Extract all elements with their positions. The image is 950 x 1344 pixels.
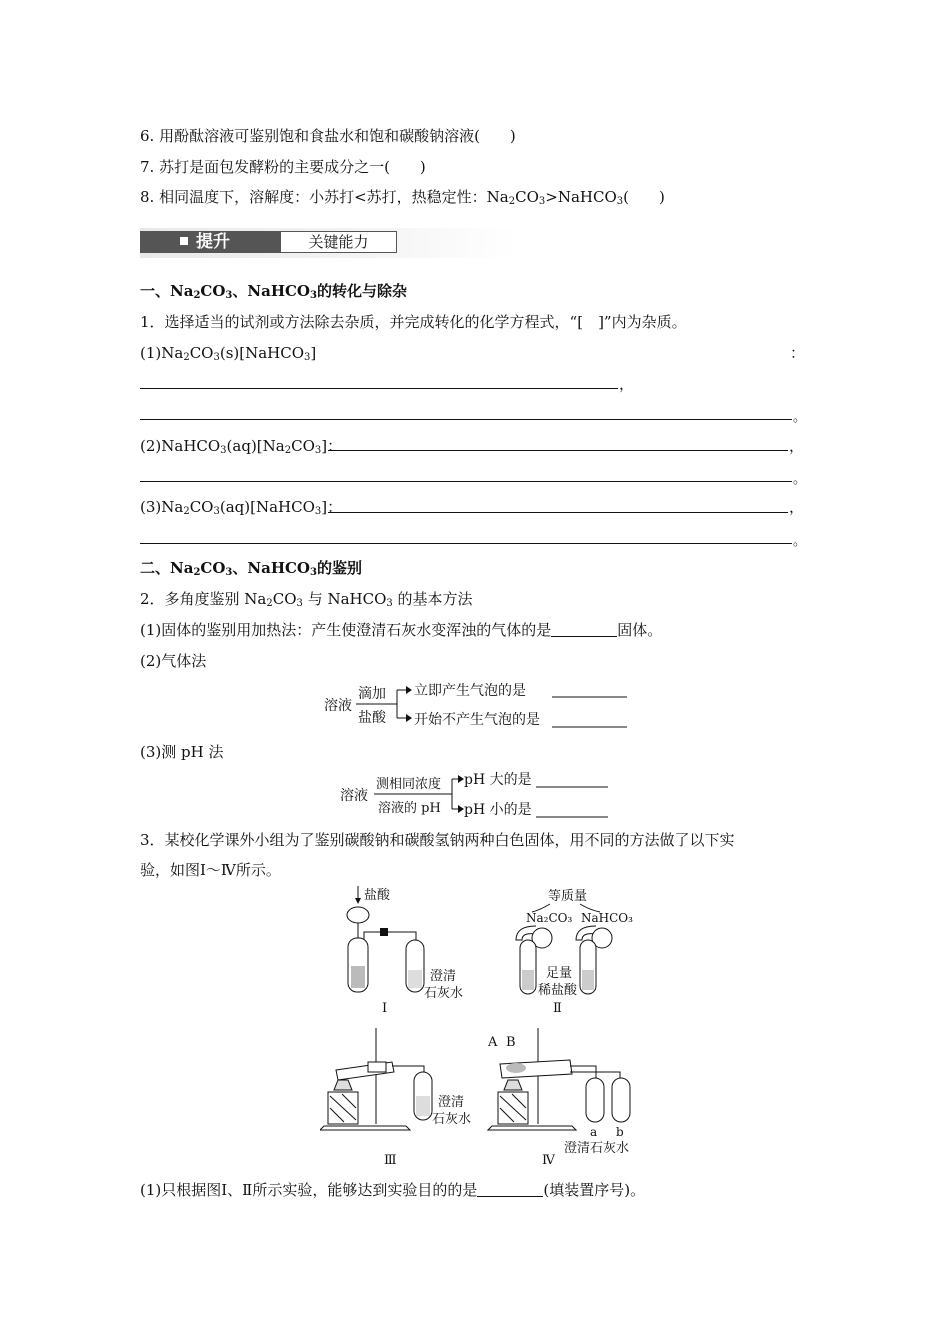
subscript: 2	[508, 196, 516, 207]
item-8	[140, 187, 665, 207]
comma-text: ，	[619, 375, 635, 393]
item-8-text-a: 8. 相同温度下，溶解度：小苏打<苏打，热稳定性：Na	[140, 188, 509, 206]
period-mark	[793, 468, 806, 487]
item-7	[140, 157, 426, 177]
heading-text: 的转化与除杂	[316, 282, 407, 300]
subscript: 3	[314, 445, 322, 456]
comma-mark	[789, 436, 804, 456]
q-text: (1)固体的鉴别用加热法：产生使澄清石灰水变浑浊的气体的是	[140, 621, 552, 639]
label-b-lower: b	[616, 1125, 624, 1139]
item-8-text-b: CO	[515, 188, 539, 206]
question-2-2	[140, 651, 206, 671]
question-1	[140, 312, 687, 332]
q-text: (3)Na	[140, 498, 184, 516]
limewater-label-3: 澄清	[438, 1095, 465, 1110]
q-text: (aq)[NaHCO	[219, 498, 315, 516]
na2co3-label: Na₂CO₃	[526, 911, 573, 925]
subscript: 3	[220, 445, 227, 456]
q-text: (1)只根据图Ⅰ、Ⅱ所示实验，能够达到实验目的的是	[140, 1181, 478, 1199]
period-text: 。	[793, 472, 807, 487]
heading-text: 二、Na	[140, 559, 194, 577]
q-text: 与 NaHCO	[302, 590, 387, 608]
subscript: 3	[213, 352, 220, 363]
nahco3-label: NaHCO₃	[581, 911, 633, 925]
dilute-acid-label: 稀盐酸	[538, 983, 578, 998]
answer-blank[interactable]	[140, 419, 792, 420]
subscript: 3	[225, 290, 233, 301]
heading-text: 的鉴别	[316, 559, 362, 577]
question-2	[140, 589, 473, 609]
equal-mass-label: 等质量	[548, 889, 588, 904]
apparatus-2	[516, 889, 633, 1016]
figure-3-label: Ⅲ	[384, 1153, 397, 1168]
section-1-heading	[140, 281, 407, 301]
question-1-3	[140, 497, 342, 517]
period-mark	[793, 406, 806, 425]
figure-4-label: Ⅳ	[542, 1153, 555, 1168]
acid-label: 盐酸	[358, 710, 386, 726]
question-1-1	[140, 343, 316, 363]
item-6-text: 6. 用酚酞溶液可鉴别饱和食盐水和饱和碳酸钠溶液( )	[140, 127, 516, 145]
banner-left-text: 提升	[196, 232, 230, 252]
heading-text: 一、Na	[140, 282, 194, 300]
limewater-label-4: 石灰水	[432, 1112, 472, 1127]
answer-blank[interactable]	[328, 450, 788, 451]
measure-label: 测相同浓度	[376, 777, 442, 792]
subscript: 2	[193, 290, 201, 301]
q-text: ]	[310, 344, 317, 362]
solution-label: 溶液	[324, 698, 352, 714]
colon-text: ：	[790, 344, 806, 362]
apparatus-1	[347, 886, 463, 1016]
subscript: 2	[266, 598, 273, 609]
comma-mark	[619, 374, 634, 394]
comma-text: ，	[789, 437, 805, 455]
acid-label: 盐酸	[364, 888, 391, 903]
figure-2-label: Ⅱ	[553, 1001, 562, 1016]
answer-blank[interactable]	[140, 388, 618, 389]
banner-tab	[280, 231, 397, 253]
question-3-line-2	[140, 860, 281, 880]
q-text: 2．多角度鉴别 Na	[140, 590, 267, 608]
add-label: 滴加	[358, 686, 386, 702]
subscript: 3	[213, 506, 220, 517]
label-b-upper: B	[506, 1035, 516, 1050]
apparatus-4	[487, 1028, 630, 1168]
item-7-text: 7. 苏打是面包发酵粉的主要成分之一( )	[140, 158, 426, 176]
limewater-label-2: 石灰水	[424, 986, 464, 1001]
apparatus-3	[320, 1028, 471, 1168]
limewater-label-1: 澄清	[430, 969, 457, 984]
subscript: 3	[616, 196, 624, 207]
subscript: 3	[386, 598, 393, 609]
question-2-1	[140, 620, 662, 640]
q-text: CO	[291, 437, 315, 455]
heading-text: 、NaHCO	[232, 282, 310, 300]
question-3-1	[140, 1180, 645, 1200]
apparatus-figure	[320, 882, 650, 1172]
banner-right-text: 关键能力	[308, 233, 369, 251]
answer-blank[interactable]	[328, 512, 788, 513]
heading-text: CO	[200, 559, 226, 577]
subscript: 2	[193, 567, 201, 578]
question-1-text: 1．选择适当的试剂或方法除去杂质，并完成转化的化学方程式，“[ ]”内为杂质。	[140, 313, 687, 331]
item-6	[140, 126, 516, 146]
q-text: (s)[NaHCO	[219, 344, 305, 362]
q-text: (2)NaHCO	[140, 437, 221, 455]
q-text: 3．某校化学课外小组为了鉴别碳酸钠和碳酸氢钠两种白色固体，用不同的方法做了以下实	[140, 831, 735, 849]
q-text: CO	[189, 344, 214, 362]
ph-small-label: pH 小的是	[464, 802, 532, 818]
q-text: ]：	[321, 437, 343, 455]
q-text: CO	[189, 498, 214, 516]
comma-mark	[789, 497, 804, 517]
gas-method-diagram	[320, 680, 640, 732]
answer-blank[interactable]	[551, 622, 617, 637]
subscript: 3	[225, 567, 233, 578]
q-text: 验，如图Ⅰ～Ⅳ所示。	[140, 861, 281, 879]
excess-label: 足量	[546, 966, 573, 981]
heading-text: 、NaHCO	[232, 559, 310, 577]
limewater-label-5: 澄清石灰水	[564, 1141, 630, 1156]
banner-dark-label	[140, 231, 280, 253]
answer-blank[interactable]	[477, 1182, 543, 1197]
subscript: 3	[310, 567, 317, 578]
label-a-upper: A	[488, 1035, 498, 1050]
period-text: 。	[793, 410, 807, 425]
question-3-line-1	[140, 830, 735, 850]
question-2-3	[140, 742, 223, 762]
period-mark	[793, 530, 806, 549]
answer-blank[interactable]	[140, 481, 792, 482]
delayed-bubbles-label: 开始不产生气泡的是	[414, 712, 540, 728]
figure-1-label: Ⅰ	[382, 1001, 388, 1016]
q-text: (aq)[Na	[226, 437, 285, 455]
period-text: 。	[793, 534, 807, 549]
colon-mark	[790, 343, 805, 363]
item-8-text-d: ( )	[623, 188, 665, 206]
subscript: 2	[183, 352, 190, 363]
heading-text: CO	[200, 282, 226, 300]
q-text: (填装置序号)。	[543, 1181, 646, 1199]
subscript: 3	[310, 290, 317, 301]
answer-blank[interactable]	[140, 543, 792, 544]
subscript: 3	[538, 196, 546, 207]
ph-method-diagram	[336, 770, 626, 822]
subscript: 2	[284, 445, 292, 456]
q-text: 的基本方法	[392, 590, 473, 608]
question-1-2	[140, 436, 342, 456]
q-text: ]：	[321, 498, 343, 516]
q-text: (2)气体法	[140, 652, 207, 670]
item-8-text-c: >NaHCO	[545, 188, 617, 206]
subscript: 3	[296, 598, 303, 609]
immediate-bubbles-label: 立即产生气泡的是	[414, 683, 526, 699]
q-text: (3)测 pH 法	[140, 743, 224, 761]
comma-text: ，	[789, 498, 805, 516]
section-banner	[140, 228, 517, 258]
subscript: 2	[183, 506, 190, 517]
q-text: CO	[272, 590, 297, 608]
q-text: 固体。	[617, 621, 663, 639]
square-bullet-icon	[180, 237, 188, 245]
solution-ph-label: 溶液的 pH	[378, 801, 441, 816]
subscript: 3	[314, 506, 322, 517]
label-a-lower: a	[590, 1125, 598, 1139]
ph-large-label: pH 大的是	[464, 772, 532, 788]
solution-label: 溶液	[340, 788, 368, 804]
section-2-heading	[140, 558, 362, 578]
q-text: (1)Na	[140, 344, 184, 362]
subscript: 3	[304, 352, 311, 363]
